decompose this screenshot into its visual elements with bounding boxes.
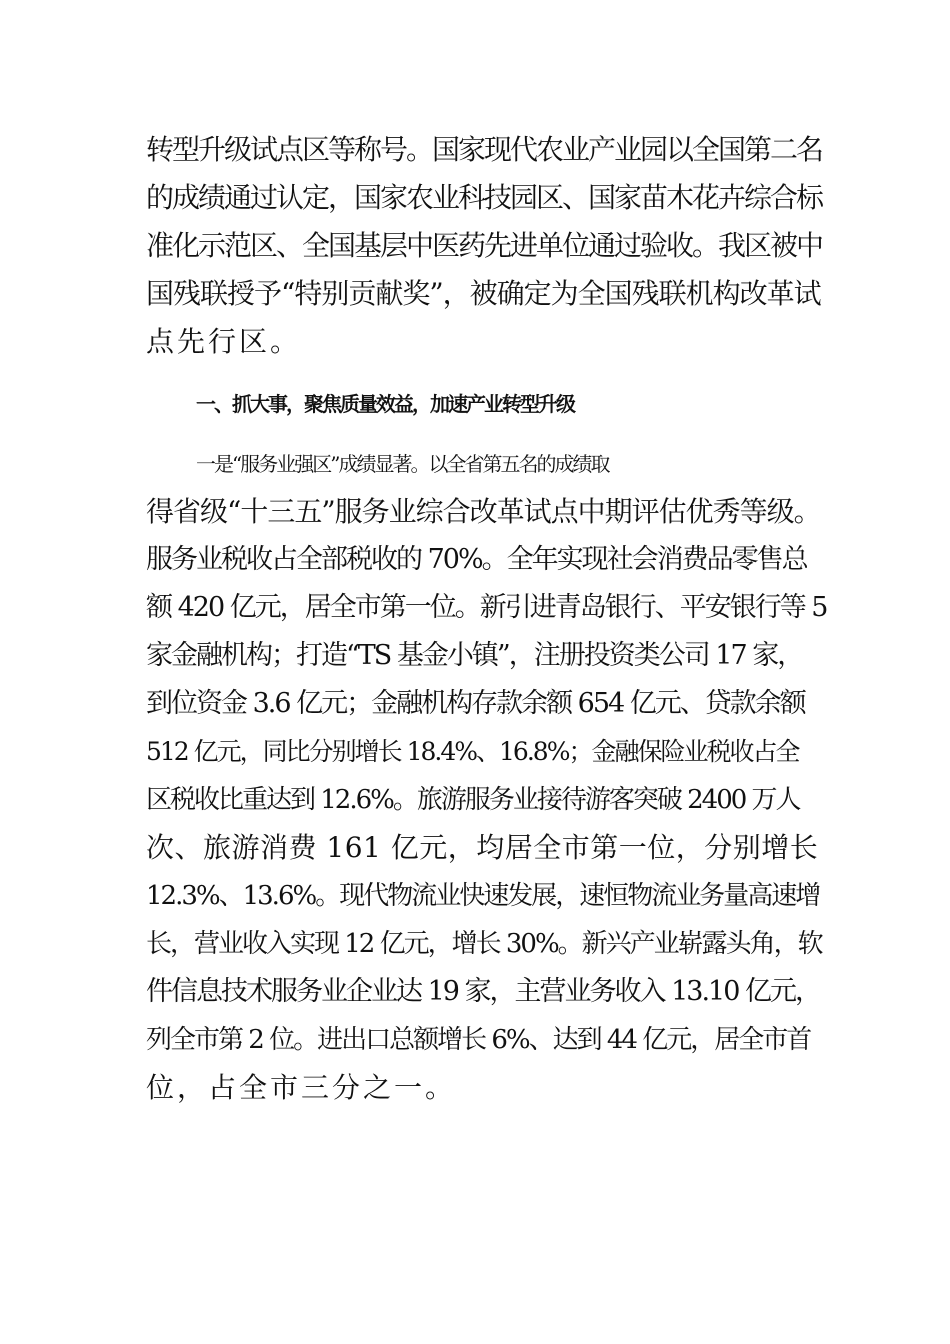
paragraph-2-line: 到位资金 3.6 亿元；金融机构存款余额 654 亿元、贷款余额 [146, 688, 805, 719]
paragraph-1-line: 转型升级试点区等称号。国家现代农业产业园以全国第二名 [146, 133, 823, 166]
paragraph-1-line: 准化示范区、全国基层中医药先进单位通过验收。我区被中 [146, 229, 823, 262]
paragraph-2-line: 512 亿元，同比分别增长 18.4%、16.8%；金融保险业税收占全 [146, 737, 799, 766]
paragraph-2-line: 位，占全市三分之一。 [146, 1071, 457, 1104]
paragraph-2-line: 12.3%、13.6%。现代物流业快速发展，速恒物流业务量高速增 [146, 881, 820, 911]
paragraph-1-line: 的成绩通过认定，国家农业科技园区、国家苗木花卉综合标 [146, 181, 823, 214]
paragraph-1-line: 点先行区。 [146, 325, 302, 358]
paragraph-2-line: 服务业税收占全部税收的 70%。全年实现社会消费品零售总 [146, 544, 807, 575]
paragraph-2-line: 列全市第 2 位。进出口总额增长 6%、达到 44 亿元，居全市首 [146, 1025, 811, 1055]
paragraph-1-line: 国残联授予“特别贡献奖”，被确定为全国残联机构改革试 [146, 277, 821, 310]
section-heading: 一、抓大事，聚焦质量效益，加速产业转型升级 [196, 392, 574, 416]
paragraph-2-line: 区税收比重达到 12.6%。旅游服务业接待游客突破 2400 万人 [146, 785, 800, 815]
paragraph-2-line: 额 420 亿元，居全市第一位。新引进青岛银行、平安银行等 5 [146, 592, 827, 623]
paragraph-2-line: 次、旅游消费 161 亿元，均居全市第一位，分别增长 [146, 831, 819, 864]
paragraph-2-line: 家金融机构；打造“TS 基金小镇”，注册投资类公司 17 家， [146, 640, 803, 671]
paragraph-2-line: 得省级“十三五”服务业综合改革试点中期评估优秀等级。 [146, 495, 821, 528]
paragraph-2-line: 一是“服务业强区”成绩显著。以全省第五名的成绩取 [196, 452, 609, 476]
paragraph-2-line: 长，营业收入实现 12 亿元，增长 30%。新兴产业崭露头角，软 [146, 929, 822, 959]
paragraph-2-line: 件信息技术服务业企业达 19 家，主营业务收入 13.10 亿元， [146, 976, 820, 1007]
